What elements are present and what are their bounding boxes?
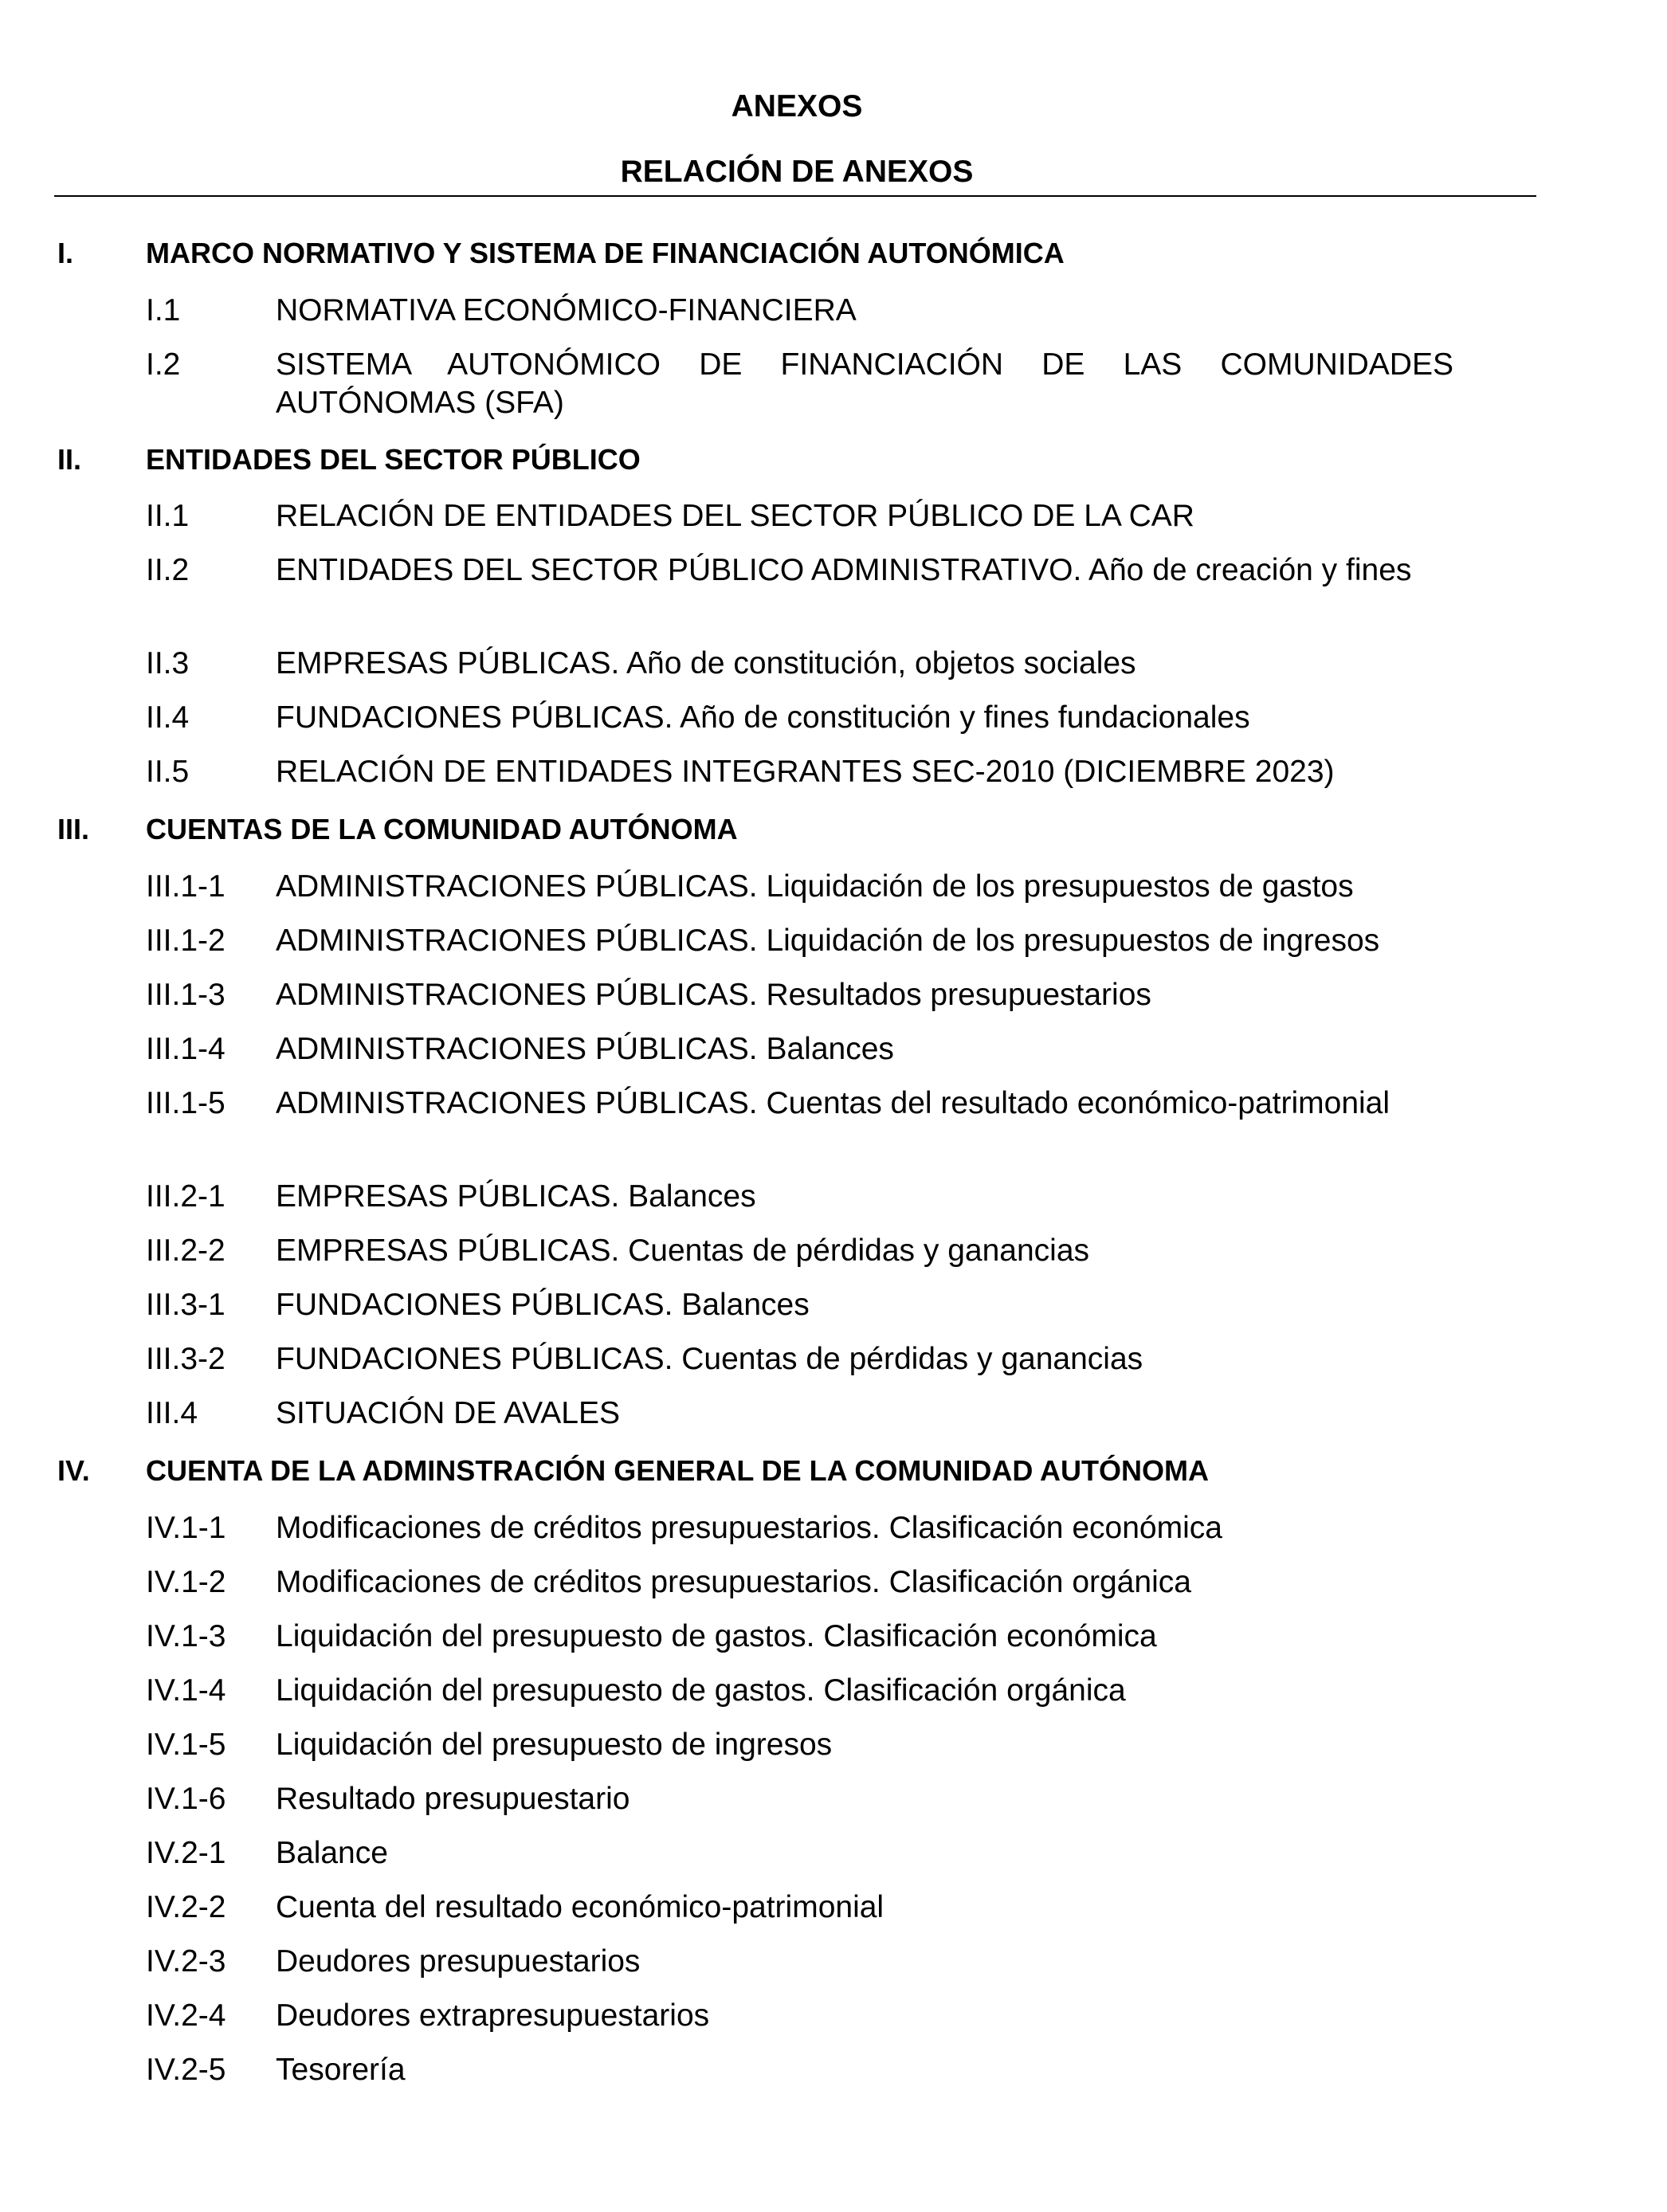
- item-code: IV.1-6: [146, 1782, 226, 1816]
- item-code: III.3-1: [146, 1288, 226, 1322]
- item-text: ADMINISTRACIONES PÚBLICAS. Cuentas del resultado económico-patrimonial: [276, 1086, 1390, 1120]
- page-subtitle: RELACIÓN DE ANEXOS: [620, 155, 974, 189]
- item-code: I.2: [146, 347, 181, 382]
- item-code: III.2-2: [146, 1233, 226, 1268]
- section-title: ENTIDADES DEL SECTOR PÚBLICO: [146, 443, 641, 476]
- item-code: III.1-5: [146, 1086, 226, 1120]
- item-code: IV.2-1: [146, 1836, 226, 1870]
- item-text: FUNDACIONES PÚBLICAS. Balances: [276, 1288, 810, 1322]
- item-code: III.3-2: [146, 1342, 226, 1376]
- item-text: FUNDACIONES PÚBLICAS. Año de constitución y fines fundacionales: [276, 700, 1250, 735]
- section-number: II.: [57, 443, 82, 476]
- item-text: Liquidación del presupuesto de ingresos: [276, 1728, 833, 1762]
- item-code: IV.2-5: [146, 2053, 226, 2087]
- item-code: IV.1-3: [146, 1619, 226, 1653]
- item-code: III.1-4: [146, 1032, 226, 1066]
- item-code: IV.1-4: [146, 1673, 226, 1708]
- item-text: EMPRESAS PÚBLICAS. Cuentas de pérdidas y ganancias: [276, 1233, 1090, 1268]
- item-code: IV.2-2: [146, 1890, 226, 1924]
- item-code: IV.1-5: [146, 1728, 226, 1762]
- item-code: III.2-1: [146, 1179, 226, 1214]
- item-code: II.5: [146, 755, 190, 789]
- section-title: CUENTA DE LA ADMINSTRACIÓN GENERAL DE LA COMUNIDAD AUTÓNOMA: [146, 1454, 1209, 1487]
- item-code: II.1: [146, 499, 190, 533]
- item-text: Modificaciones de créditos presupuestarios. Clasificación económica: [276, 1511, 1222, 1545]
- item-text: Cuenta del resultado económico-patrimonial: [276, 1890, 884, 1924]
- item-text: ADMINISTRACIONES PÚBLICAS. Liquidación de los presupuestos de ingresos: [276, 924, 1380, 958]
- item-text: Modificaciones de créditos presupuestarios. Clasificación orgánica: [276, 1565, 1191, 1599]
- item-code: III.1-3: [146, 978, 226, 1012]
- item-code: III.4: [146, 1396, 198, 1430]
- item-text: Liquidación del presupuesto de gastos. Clasificación orgánica: [276, 1673, 1126, 1708]
- item-text: NORMATIVA ECONÓMICO-FINANCIERA: [276, 293, 857, 327]
- item-text: Balance: [276, 1836, 388, 1870]
- item-code: IV.2-3: [146, 1944, 226, 1979]
- item-code: III.1-2: [146, 924, 226, 958]
- page-title: ANEXOS: [731, 89, 863, 124]
- section-number: III.: [57, 813, 90, 845]
- item-code: II.2: [146, 553, 190, 587]
- item-code: II.3: [146, 646, 190, 680]
- item-code: IV.2-4: [146, 1998, 226, 2033]
- item-text: RELACIÓN DE ENTIDADES INTEGRANTES SEC-2010 (DICIEMBRE 2023): [276, 755, 1335, 789]
- item-code: IV.1-1: [146, 1511, 226, 1545]
- item-code: III.1-1: [146, 869, 226, 904]
- section-number: IV.: [57, 1454, 90, 1487]
- item-text: Liquidación del presupuesto de gastos. Clasificación económica: [276, 1619, 1157, 1653]
- item-text: EMPRESAS PÚBLICAS. Balances: [276, 1179, 756, 1214]
- item-text: RELACIÓN DE ENTIDADES DEL SECTOR PÚBLICO DE LA CAR: [276, 499, 1194, 533]
- section-title: CUENTAS DE LA COMUNIDAD AUTÓNOMA: [146, 813, 738, 845]
- item-code: I.1: [146, 293, 181, 327]
- item-code: IV.1-2: [146, 1565, 226, 1599]
- header-divider: [54, 195, 1536, 197]
- item-text: SISTEMA AUTONÓMICO DE FINANCIACIÓN DE LAS COMUNIDADES AUTÓNOMAS (SFA): [276, 347, 1453, 420]
- item-code: II.4: [146, 700, 190, 735]
- item-text: ENTIDADES DEL SECTOR PÚBLICO ADMINISTRATIVO. Año de creación y fines: [276, 553, 1412, 587]
- item-text: Tesorería: [276, 2053, 406, 2087]
- section-title: MARCO NORMATIVO Y SISTEMA DE FINANCIACIÓN AUTONÓMICA: [146, 237, 1065, 269]
- item-text: ADMINISTRACIONES PÚBLICAS. Liquidación de los presupuestos de gastos: [276, 869, 1354, 904]
- item-text: EMPRESAS PÚBLICAS. Año de constitución, objetos sociales: [276, 646, 1136, 680]
- section-number: I.: [57, 237, 74, 269]
- item-text: ADMINISTRACIONES PÚBLICAS. Resultados presupuestarios: [276, 978, 1151, 1012]
- item-text: SITUACIÓN DE AVALES: [276, 1396, 621, 1430]
- item-text: Resultado presupuestario: [276, 1782, 630, 1816]
- item-text: ADMINISTRACIONES PÚBLICAS. Balances: [276, 1032, 894, 1066]
- item-text: FUNDACIONES PÚBLICAS. Cuentas de pérdidas y ganancias: [276, 1342, 1143, 1376]
- item-text: Deudores extrapresupuestarios: [276, 1998, 710, 2033]
- item-text: Deudores presupuestarios: [276, 1944, 641, 1979]
